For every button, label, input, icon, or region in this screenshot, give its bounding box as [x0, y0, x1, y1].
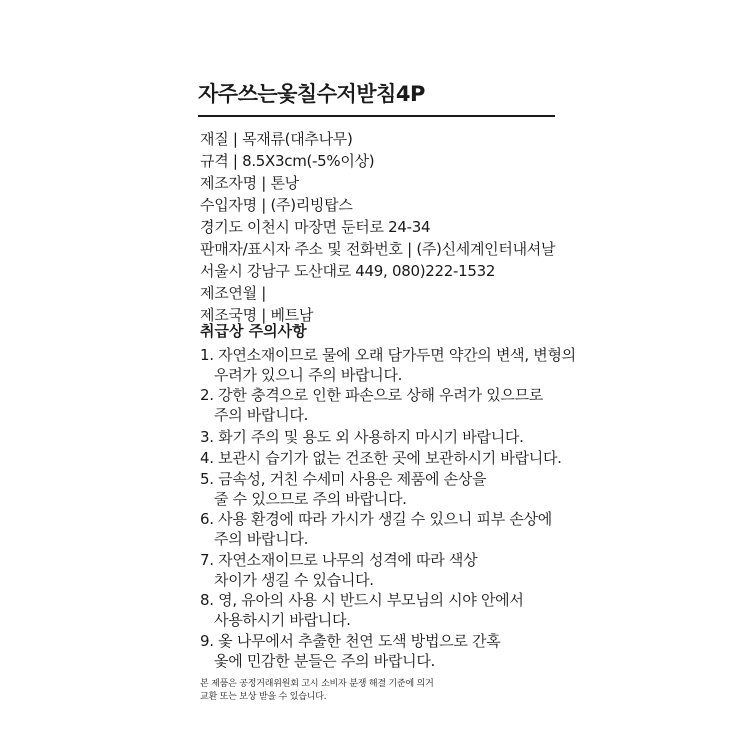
caution-item-9: 9. 옻 나무에서 추출한 천연 도색 방법으로 간혹 [200, 632, 501, 650]
caution-item-2: 2. 강한 충격으로 인한 파손으로 상해 우려가 있으므로 [200, 386, 543, 404]
caution-heading: 취급상 주의사항 [200, 322, 307, 340]
caution-item-8-cont: 사용하시기 바랍니다. [214, 611, 351, 629]
caution-item-4: 4. 보관시 습기가 없는 건조한 곳에 보관하시기 바랍니다. [200, 449, 562, 467]
footnote-line-2: 교환 또는 보상 받을 수 있습니다. [200, 692, 327, 702]
spec-importer-address: 경기도 이천시 마장면 둔터로 24-34 [200, 218, 431, 236]
spec-manufacturer: 제조자명 | 톤낭 [200, 174, 299, 192]
caution-item-6: 6. 사용 환경에 따라 가시가 생길 수 있으니 피부 손상에 [200, 510, 552, 528]
caution-item-9-cont: 옻에 민감한 분들은 주의 바랍니다. [214, 652, 436, 670]
caution-item-1-cont: 우려가 있으니 주의 바랍니다. [214, 366, 403, 384]
caution-item-5-cont: 줄 수 있으므로 주의 바랍니다. [214, 490, 407, 508]
spec-material: 재질 | 목재류(대추나무) [200, 130, 353, 148]
caution-item-2-cont: 주의 바랍니다. [214, 406, 309, 424]
spec-seller: 판매자/표시자 주소 및 전화번호 | (주)신세계인터내셔날 [200, 240, 556, 258]
spec-seller-address: 서울시 강남구 도산대로 449, 080)222-1532 [200, 262, 496, 280]
caution-item-3: 3. 화기 주의 및 용도 외 사용하지 마시기 바랍니다. [200, 428, 524, 446]
caution-item-8: 8. 영, 유아의 사용 시 반드시 부모님의 시야 안에서 [200, 591, 524, 609]
caution-item-7-cont: 차이가 생길 수 있습니다. [214, 571, 374, 589]
product-title: 자주쓰는옻칠수저받침4P [198, 82, 425, 106]
caution-item-7: 7. 자연소재이므로 나무의 성격에 따라 색상 [200, 551, 478, 569]
spec-size: 규격 | 8.5X3cm(-5%이상) [200, 152, 375, 170]
caution-item-1: 1. 자연소재이므로 물에 오래 담가두면 약간의 변색, 변형의 [200, 346, 576, 364]
caution-item-6-cont: 주의 바랍니다. [214, 530, 309, 548]
spec-manufacture-date: 제조연월 | [200, 284, 266, 302]
footnote-line-1: 본 제품은 공정거래위원회 고시 소비자 분쟁 해결 기준에 의거 [200, 679, 434, 689]
title-divider [198, 115, 555, 117]
spec-country: 제조국명 | 베트남 [200, 306, 314, 324]
spec-importer: 수입자명 | (주)리빙탑스 [200, 196, 353, 214]
caution-item-5: 5. 금속성, 거친 수세미 사용은 제품에 손상을 [200, 470, 487, 488]
